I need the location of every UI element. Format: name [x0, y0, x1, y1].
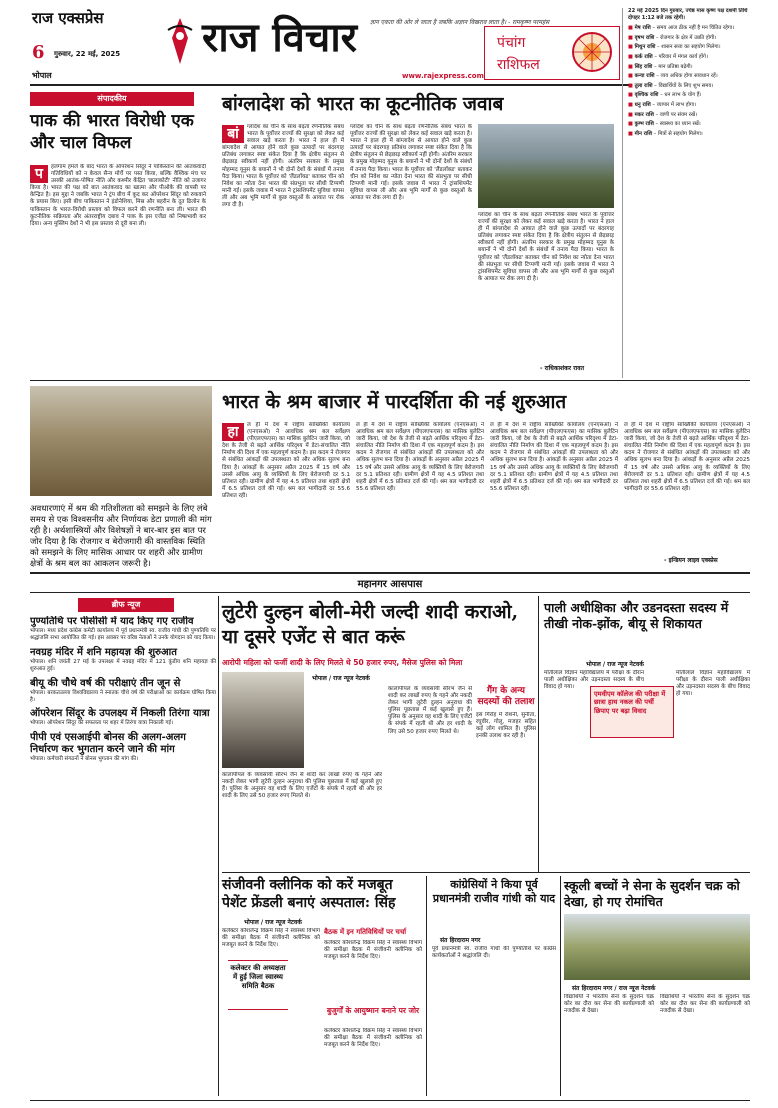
gang-body: इस गिरोह में रोशनी, सुनीता, रघुवीर, गोलू, मजहर सहित कई लोग शामिल हैं। पुलिस इनकी तलाश कर रही है।	[476, 712, 536, 740]
brief-text: भोपाल। कर्मचारी संगठनों ने बोनस भुगतान की मांग की।	[30, 756, 139, 763]
editorial-dropcap: प	[30, 165, 48, 183]
second-byline: - इन्डियन लाइव एक्स्प्रेस	[664, 557, 718, 564]
editorial-text: हलगाम हमले के बाद भारत के ऑपरेशन सिंदूर ने पाकिस्तान की आतंकवादी गतिविधियों को न केवल सैन्य मोर्चे पर पस्त किया, बल्कि वैश्विक मंच पर उसकी आतंक-पोषित नीति और कश्मीर केंद्रित 'बालाकोटी' नीति को उजागर किया है। भारत की पक्ष को बात आतंकवाद का खात्मा और पीओके की वापसी पर केन्द्रित है। इस मुद्दा ने जबकि भारत ने ट्रंप बीच में कूद कर ऑपरेशन सिंदूर को रुकवाने के प्रयास किए। इसी बीच पाकिस्तान ने इंडोनेशिया, मिस्र और बहरीन के दूत ढिलोन के पाकिस्तान के भारत-विरोधी प्रस्ताव को विफल करने की रणनीति बना ली। भारत की कूटनीतिक सक्रियता और अंतरराष्ट्रीय दबाव ने पाक के इस एजेंडा को निष्प्रभावी कर दिया। अन्य मुस्लिम देशों ने भी इस प्रस्ताव से दूरी बना ली।	[30, 164, 206, 227]
brief-title: पीपी एवं एसआईपी बोनस की अलग-अलग निर्धारण कर भुगतान करने जाने की मांग	[30, 732, 186, 756]
city-name: भोपाल	[32, 71, 52, 80]
brief-title: पुण्यतिथि पर पीसीसी में याद किए गए राजीव	[30, 616, 194, 627]
editorial-kicker	[30, 92, 194, 106]
rashi-text: परिवार में मंगल कार्य होंगे।	[658, 53, 708, 60]
vrule-4	[560, 876, 561, 1096]
rashi-text: शासन सत्ता का सहयोग मिलेगा।	[661, 44, 721, 51]
rashi-item	[628, 73, 756, 80]
clinic-text-col2: कलेक्टर कौशलेन्द्र विक्रम सिंह ने स्वास्थ्य विभाग की समीक्षा बैठक में संजीवनी क्लीनिक को मजबूत करने के निर्देश दिए।	[324, 940, 422, 961]
rashi-bullet-icon: ■	[628, 44, 635, 51]
lead-headline: बांग्लादेश को भारत का कूटनीतिक जवाब	[222, 93, 504, 115]
metro-main-headline: लुटेरी दुल्हन बोली-मेरी जल्दी शादी कराओ, या दूसरे एजेंट से बात करूं	[222, 601, 519, 648]
metro-rule-top	[30, 572, 750, 574]
congress-text: पूर्व प्रधानमंत्री स्व. राजीव गांधी की पुण्यतिथि पर कांग्रेस कार्यकर्ताओं ने श्रद्धांजलि दी।	[432, 946, 556, 960]
metro-main-text-col2: कालापीपल के व्यवसायी सौरभ जैन से शादी कर लाखों रुपए के गहने और नकदी लेकर भागी लुटेरी दुल्हन अनुराधा की पुलिस पूछताछ में कई खुलासे हुए हैं। पुलिस के अनुसार वह शादी के लिए एजेंटों के संपर्क में रहती थी और हर शादी के लिए उसे 50 हजार रुपए मिलते थे।	[388, 686, 472, 735]
section-title: राज विचार	[202, 14, 358, 61]
kids-text: विद्यार्थियों ने भारतीय सेना के सुदर्शन चक्र कोर का दौरा कर सेना की कार्यप्रणाली को नजदीक से देखा।	[564, 994, 654, 1015]
metro-main-subhead: आरोपी महिला को फर्जी शादी के लिए मिलते थे 50 हजार रुपए, मैसेज पुलिस को मिला	[222, 658, 463, 667]
second-body-col3	[490, 422, 618, 564]
editorial-sidebar-text: अवधारणाएं में श्रम की गतिशीलता को समझने के लिए लंबे समय से एक विश्वसनीय और निर्णायक डेटा प्रणाली की मांग रही है। अर्थशास्त्रियों और विशेषज्ञों ने बार-बार इस बात पर जोर दिया है कि रोजगार व बेरोजगारी की वास्तविक स्थिति को समझने के लिए मासिक आधार पर शहरी और ग्रामीण क्षेत्रों के श्रम बल का आकलन जरूरी है।	[30, 504, 212, 569]
rashi-text: मान प्रतिष्ठा बढ़ेगी।	[658, 63, 693, 70]
rashi-sign: सिंह राशि	[634, 63, 653, 70]
second-text: ल ही में देश में राष्ट्रीय सांख्यिकी कार्यालय (एनएसओ) ने आवधिक श्रम बल सर्वेक्षण (पीएलएफएस) का मासिक बुलेटिन जारी किया, जो देश के तेजी से बढ़ते आर्थिक परिदृश्य में डेटा-संचालित नीति निर्माण की दिशा में एक महत्वपूर्ण कदम है। इस कदम ने रोजगार से संबंधित आंकड़ों की उपलब्धता को और अधिक सुलभ बना दिया है। आंकड़ों के अनुसार अप्रैल 2025 में 15 वर्ष और उससे अधिक आयु के व्यक्तियों के लिए बेरोजगारी दर 5.1 प्रतिशत रही। ग्रामीण क्षेत्रों में यह 4.5 प्रतिशत तथा शहरी क्षेत्रों में 6.5 प्रतिशत दर्ज की गई। श्रम बल भागीदारी दर 55.6 प्रतिशत रही।	[222, 422, 350, 499]
page-bottom-rule	[30, 1100, 750, 1101]
lead-dropcap: बां	[222, 125, 244, 143]
rashi-item	[628, 121, 756, 128]
brief-item	[30, 678, 216, 704]
brief-text: भोपाल। मध्य प्रदेश कांग्रेस कमेटी कार्यालय में पूर्व प्रधानमंत्री स्व. राजीव गांधी की पुण्यतिथि पर श्रद्धांजलि सभा आयोजित की गई। इस अवसर पर वरिष्ठ नेताओं ने उनके योगदान को याद किया।	[30, 628, 216, 641]
rashi-bullet-icon: ■	[628, 25, 635, 32]
kids-body-col2	[660, 994, 750, 1096]
lead-body-col2	[350, 124, 472, 374]
second-text-col3: ल ही में देश में राष्ट्रीय सांख्यिकी कार्यालय (एनएसओ) ने आवधिक श्रम बल सर्वेक्षण (पीएलएफएस) का मासिक बुलेटिन जारी किया, जो देश के तेजी से बढ़ते आर्थिक परिदृश्य में डेटा-संचालित नीति निर्माण की दिशा में एक महत्वपूर्ण कदम है। इस कदम ने रोजगार से संबंधित आंकड़ों की उपलब्धता को और अधिक सुलभ बना दिया है। आंकड़ों के अनुसार अप्रैल 2025 में 15 वर्ष और उससे अधिक आयु के व्यक्तियों के लिए बेरोजगारी दर 5.1 प्रतिशत रही। ग्रामीण क्षेत्रों में यह 4.5 प्रतिशत तथा शहरी क्षेत्रों में 6.5 प्रतिशत दर्ज की गई। श्रम बल भागीदारी दर 55.6 प्रतिशत रही।	[490, 422, 618, 492]
rashifal-list	[628, 25, 756, 137]
editorial-body	[30, 164, 206, 370]
rashi-item	[628, 112, 756, 119]
rashi-separator: –	[652, 53, 659, 60]
rashi-item	[628, 44, 756, 51]
brief-item	[30, 708, 216, 727]
rashi-bullet-icon: ■	[628, 111, 635, 118]
exam-highlight-box	[590, 686, 674, 738]
brand-name: राज एक्सप्रेस	[32, 9, 104, 27]
rashi-separator: –	[653, 121, 660, 128]
vrule-1	[218, 596, 219, 1096]
rashi-sign: कन्या राशि	[634, 73, 655, 80]
exam-text-col2: मोतीलाल विज्ञान महाविद्यालय में परीक्षा के दौरान पाली अधीक्षिका और उड़नदस्ता सदस्य के बीच विवाद हो गया।	[676, 670, 750, 698]
rashi-bullet-icon: ■	[628, 53, 635, 60]
rashi-text: व्यापार में लाभ होगा।	[656, 101, 697, 108]
gang-box	[476, 686, 536, 866]
masthead-quote: ज्ञान एकता की ओर ले जाता है जबकि अज्ञान विखराव लाता है। - रामकृष्ण परमहंस	[370, 19, 550, 26]
zodiac-wheel-icon	[571, 31, 613, 73]
brief-news-tab	[78, 598, 174, 612]
clinic-callout-text: कलेक्टर की अध्यक्षता में हुई जिला स्वास्थ्य समिति बैठक	[230, 964, 286, 990]
rashi-sign: मेष राशि	[634, 25, 651, 32]
panchang-intro: 22 मई 2025 दिन गुरुवार, ज्येष्ठ मास कृष्ण पक्ष दशमी तिथि दोपहर 1:12 बजे तक रहेगी।	[628, 8, 748, 21]
metro-main-text: कालापीपल के व्यवसायी सौरभ जैन से शादी कर लाखों रुपए के गहने और नकदी लेकर भागी लुटेरी दुल्हन अनुराधा की पुलिस पूछताछ में कई खुलासे हुए हैं। पुलिस के अनुसार वह शादी के लिए एजेंटों के संपर्क में रहती थी और हर शादी के लिए उसे 50 हजार रुपए मिलते थे।	[222, 772, 382, 800]
rashi-sign: वृषभ राशि	[634, 34, 655, 41]
second-body-col1	[222, 422, 350, 564]
clinic-body-col2	[324, 940, 422, 1000]
metro-main-body-col2	[388, 686, 472, 866]
rashi-sign: कर्क राशि	[634, 53, 653, 60]
rashi-item	[628, 64, 756, 71]
brief-item	[30, 647, 216, 673]
panchang-label: पंचांग	[497, 35, 526, 51]
rashi-separator: –	[652, 63, 659, 70]
brief-text: भोपाल। ऑपरेशन सिंदूर की सफलता पर शहर में तिरंगा यात्रा निकाली गई।	[30, 720, 174, 727]
rashi-separator: –	[654, 34, 661, 41]
exam-text: मोतीलाल विज्ञान महाविद्यालय में परीक्षा के दौरान पाली अधीक्षिका और उड़नदस्ता सदस्य के बीच विवाद हो गया।	[544, 670, 644, 691]
rashi-separator: –	[653, 111, 660, 118]
lead-text-col3: ग्लादेश का चीन के साथ बढ़ता रणनीतिक संबंध भारत के पूर्वोत्तर राज्यों की सुरक्षा को लेकर कई सवाल खड़े करता है। भारत ने हाल ही में बांग्लादेश से आयात होने वाले कुछ उत्पादों पर बंदरगाह प्रतिबंध लगाकर स्पष्ट संकेत दिया है कि क्षेत्रीय संतुलन से छेड़छाड़ स्वीकार्य नहीं होगी। अंतरिम सरकार के प्रमुख मोहम्मद यूनुस के बयानों ने भी दोनों देशों के संबंधों में तनाव पैदा किया। भारत के पूर्वोत्तर को 'लैंडलॉक्ड' बताकर चीन को निवेश का न्योता देना भारत की संप्रभुता पर सीधी टिप्पणी मानी गई। इसके जवाब में भारत ने ट्रांसशिपमेंट सुविधा वापस ली और अब भूमि मार्गों से कुछ वस्तुओं के आयात पर रोक लगा दी है।	[478, 212, 614, 282]
rashi-bullet-icon: ■	[628, 34, 635, 41]
clinic-text: कलेक्टर कौशलेन्द्र विक्रम सिंह ने स्वास्थ्य विभाग की समीक्षा बैठक में संजीवनी क्लीनिक को मजबूत करने के निर्देश दिए।	[222, 928, 320, 949]
metro-banner: महानगर आसपास	[357, 579, 423, 590]
rashifal-label: राशिफल	[497, 57, 540, 73]
brief-text: भोपाल। बरकतउल्ला विश्वविद्यालय ने स्नातक चौथे वर्ष की परीक्षाओं का कार्यक्रम घोषित किया है।	[30, 689, 216, 703]
brief-title: नवग्रह मंदिर में शनि महायज्ञ की शुरुआत	[30, 646, 177, 658]
rashi-bullet-icon: ■	[628, 130, 635, 137]
rashi-sign: कुम्भ राशि	[634, 121, 654, 128]
pen-logo-icon	[166, 16, 194, 66]
rashi-text: रोजगार के क्षेत्र में उन्नति होगी।	[660, 34, 717, 41]
second-body-col4	[624, 422, 750, 554]
second-headline: भारत के श्रम बाजार में पारदर्शिता की नई शुरुआत	[222, 391, 567, 413]
metro-main-body	[222, 772, 382, 866]
kids-photo	[564, 914, 750, 980]
rashi-bullet-icon: ■	[628, 63, 635, 70]
rashi-bullet-icon: ■	[628, 101, 635, 108]
rashi-sign: मिथुन राशि	[634, 44, 656, 51]
rashi-sign: तुला राशि	[634, 82, 653, 89]
labour-photo	[30, 386, 212, 496]
rashi-item	[628, 92, 756, 99]
rashi-bullet-icon: ■	[628, 73, 635, 80]
lead-body-col1	[222, 124, 344, 374]
brief-item	[30, 732, 216, 763]
gang-headline: गैंग के अन्य सदस्यों की तलाश	[477, 686, 535, 707]
website-link[interactable]: www.rajexpress.com	[402, 72, 484, 80]
clinic-byline: भोपाल / राज न्यूज नेटवर्क	[244, 919, 302, 926]
rashi-text: धन लाभ के योग हैं।	[664, 92, 702, 99]
masthead-rule	[30, 84, 630, 86]
rashi-separator: –	[655, 44, 662, 51]
exam-highlight-text: एमवीएम कॉलेज की परीक्षा में छात्रा हाथ नकल की पर्ची छिपाए पर बढ़ा विवाद	[594, 690, 666, 715]
clinic-subhead: बैठक में इन गतिविधियों पर चर्चा	[324, 928, 407, 936]
rashi-text: मित्रों से सहयोग मिलेगा।	[657, 130, 703, 137]
rashi-item	[628, 131, 756, 138]
second-dropcap: हा	[222, 423, 244, 441]
issue-date: गुरुवार, 22 मई, 2025	[54, 50, 121, 58]
rashi-bullet-icon: ■	[628, 121, 635, 128]
editorial-kicker-label: संपादकीय	[97, 94, 127, 103]
panchang-box	[484, 26, 620, 80]
second-text-col2: ल ही में देश में राष्ट्रीय सांख्यिकी कार्यालय (एनएसओ) ने आवधिक श्रम बल सर्वेक्षण (पीएलएफएस) का मासिक बुलेटिन जारी किया, जो देश के तेजी से बढ़ते आर्थिक परिदृश्य में डेटा-संचालित नीति निर्माण की दिशा में एक महत्वपूर्ण कदम है। इस कदम ने रोजगार से संबंधित आंकड़ों की उपलब्धता को और अधिक सुलभ बना दिया है। आंकड़ों के अनुसार अप्रैल 2025 में 15 वर्ष और उससे अधिक आयु के व्यक्तियों के लिए बेरोजगारी दर 5.1 प्रतिशत रही। ग्रामीण क्षेत्रों में यह 4.5 प्रतिशत तथा शहरी क्षेत्रों में 6.5 प्रतिशत दर्ज की गई। श्रम बल भागीदारी दर 55.6 प्रतिशत रही।	[356, 422, 484, 492]
lead-text-continued: ग्लादेश का चीन के साथ बढ़ता रणनीतिक संबंध भारत के पूर्वोत्तर राज्यों की सुरक्षा को लेकर कई सवाल खड़े करता है। भारत ने हाल ही में बांग्लादेश से आयात होने वाले कुछ उत्पादों पर बंदरगाह प्रतिबंध लगाकर स्पष्ट संकेत दिया है कि क्षेत्रीय संतुलन से छेड़छाड़ स्वीकार्य नहीं होगी। अंतरिम सरकार के प्रमुख मोहम्मद यूनुस के बयानों ने भी दोनों देशों के संबंधों में तनाव पैदा किया। भारत के पूर्वोत्तर को 'लैंडलॉक्ड' बताकर चीन को निवेश का न्योता देना भारत की संप्रभुता पर सीधी टिप्पणी मानी गई। इसके जवाब में भारत ने ट्रांसशिपमेंट सुविधा वापस ली और अब भूमि मार्गों से कुछ वस्तुओं के आयात पर रोक लगा दी है।	[350, 124, 472, 201]
rashi-bullet-icon: ■	[628, 92, 635, 99]
kids-text-col2: विद्यार्थियों ने भारतीय सेना के सुदर्शन चक्र कोर का दौरा कर सेना की कार्यप्रणाली को नजदीक से देखा।	[660, 994, 750, 1015]
rashi-item	[628, 83, 756, 90]
page-number: 6	[32, 42, 45, 63]
rashi-separator: –	[650, 101, 657, 108]
rashi-text: समय आज ठीक नहीं है मन चिंतित रहेगा।	[656, 25, 735, 32]
editorial-headline: पाक की भारत विरोधी एक और चाल विफल	[30, 111, 194, 153]
kids-headline: स्कूली बच्चों ने सेना के सुदर्शन चक्र को देखा, हो गए रोमांचित	[564, 878, 740, 909]
metro-main-byline: भोपाल / राज न्यूज नेटवर्क	[312, 675, 370, 682]
ayushman-text: कलेक्टर कौशलेन्द्र विक्रम सिंह ने स्वास्थ्य विभाग की समीक्षा बैठक में संजीवनी क्लीनिक को मजबूत करने के निर्देश दिए।	[324, 1028, 422, 1049]
vrule-3	[426, 876, 427, 1096]
ayushman-headline: बुजुर्गों के आयुष्मान बनाने पर जोर	[326, 1006, 420, 1015]
rashi-bullet-icon: ■	[628, 82, 635, 89]
brief-text: भोपाल। शनि जयंती 27 मई के उपलक्ष्य में नवग्रह मंदिर में 121 कुंडीय शनि महायज्ञ की शुरुआत हुई।	[30, 658, 216, 672]
clinic-body	[222, 928, 320, 1096]
second-body-col2	[356, 422, 484, 564]
exam-byline: भोपाल / राज न्यूज नेटवर्क	[586, 661, 644, 668]
congress-headline: कांग्रेसियों ने किया पूर्व प्रधानमंत्री राजीव गांधी को याद	[432, 878, 556, 905]
rashi-text: स्वास्थ्य का ध्यान रखें।	[659, 121, 701, 128]
ayushman-body	[324, 1028, 422, 1096]
rashi-separator: –	[654, 73, 661, 80]
rashi-text: व्यय अधिक होगा सावधान रहें।	[660, 73, 718, 80]
brief-title: ऑपरेशन सिंदूर के उपलक्ष्य में निकली तिरंगा यात्रा	[30, 708, 210, 720]
rashi-item	[628, 54, 756, 61]
lead-photo	[478, 124, 614, 208]
clinic-headline: संजीवनी क्लीनिक को करें मजबूत पेशेंट फ्रेंडली बनाएं अस्पताल: सिंह	[222, 877, 396, 911]
vrule-2	[538, 596, 539, 872]
congress-body	[432, 946, 556, 1096]
rashi-item	[628, 102, 756, 109]
brief-news-list	[30, 616, 216, 1096]
rashi-sign: मकर राशि	[634, 111, 654, 118]
clinic-callout	[228, 960, 288, 1010]
rashi-separator: –	[652, 130, 658, 137]
exam-headline: पाली अधीक्षिका और उडनदस्ता सदस्य में तीखी नोक-झोंक, बीयू से शिकायत	[544, 600, 729, 631]
lead-byline: - राधिकाशंकर रावत	[540, 365, 584, 372]
rashi-text: विद्यार्थियों के लिए शुभ समय।	[658, 82, 714, 89]
rashi-text: वाणी पर संयम रखें।	[659, 111, 698, 118]
lead-body-col3	[478, 212, 614, 362]
rashi-sign: मीन राशि	[634, 130, 653, 137]
kids-body	[564, 994, 654, 1096]
exam-body-col2	[676, 670, 750, 866]
accused-photo	[222, 672, 304, 768]
rashi-separator: –	[650, 25, 657, 32]
brief-item	[30, 616, 216, 642]
rashi-separator: –	[658, 92, 665, 99]
rashifal-sidebar	[622, 8, 756, 378]
rashi-item	[628, 25, 756, 32]
congress-byline: संत हिरदाराम नगर	[440, 937, 481, 944]
metro-rule-bottom	[30, 592, 750, 593]
brief-title: बीयू की चौथे वर्ष की परीक्षाएं तीन जून से	[30, 677, 181, 689]
rashi-item	[628, 35, 756, 42]
section-rule-1	[30, 380, 750, 381]
rashi-separator: –	[652, 82, 659, 89]
metro-mid-rule	[222, 872, 750, 873]
brief-news-label: ब्रीफ न्यूज	[111, 600, 141, 609]
lead-text: ग्लादेश का चीन के साथ बढ़ता रणनीतिक संबंध भारत के पूर्वोत्तर राज्यों की सुरक्षा को लेकर कई सवाल खड़े करता है। भारत ने हाल ही में बांग्लादेश से आयात होने वाले कुछ उत्पादों पर बंदरगाह प्रतिबंध लगाकर स्पष्ट संकेत दिया है कि क्षेत्रीय संतुलन से छेड़छाड़ स्वीकार्य नहीं होगी। अंतरिम सरकार के प्रमुख मोहम्मद यूनुस के बयानों ने भी दोनों देशों के संबंधों में तनाव पैदा किया। भारत के पूर्वोत्तर को 'लैंडलॉक्ड' बताकर चीन को निवेश का न्योता देना भारत की संप्रभुता पर सीधी टिप्पणी मानी गई। इसके जवाब में भारत ने ट्रांसशिपमेंट सुविधा वापस ली और अब भूमि मार्गों से कुछ वस्तुओं के आयात पर रोक लगा दी है।	[222, 124, 344, 209]
second-text-col4: ल ही में देश में राष्ट्रीय सांख्यिकी कार्यालय (एनएसओ) ने आवधिक श्रम बल सर्वेक्षण (पीएलएफएस) का मासिक बुलेटिन जारी किया, जो देश के तेजी से बढ़ते आर्थिक परिदृश्य में डेटा-संचालित नीति निर्माण की दिशा में एक महत्वपूर्ण कदम है। इस कदम ने रोजगार से संबंधित आंकड़ों की उपलब्धता को और अधिक सुलभ बना दिया है। आंकड़ों के अनुसार अप्रैल 2025 में 15 वर्ष और उससे अधिक आयु के व्यक्तियों के लिए बेरोजगारी दर 5.1 प्रतिशत रही। ग्रामीण क्षेत्रों में यह 4.5 प्रतिशत तथा शहरी क्षेत्रों में 6.5 प्रतिशत दर्ज की गई। श्रम बल भागीदारी दर 55.6 प्रतिशत रही।	[624, 422, 750, 492]
rashi-sign: धनु राशि	[634, 101, 651, 108]
kids-byline: संत हिरदाराम नगर / राज न्यूज नेटवर्क	[572, 985, 656, 992]
rashi-sign: वृश्चिक राशि	[634, 92, 659, 99]
